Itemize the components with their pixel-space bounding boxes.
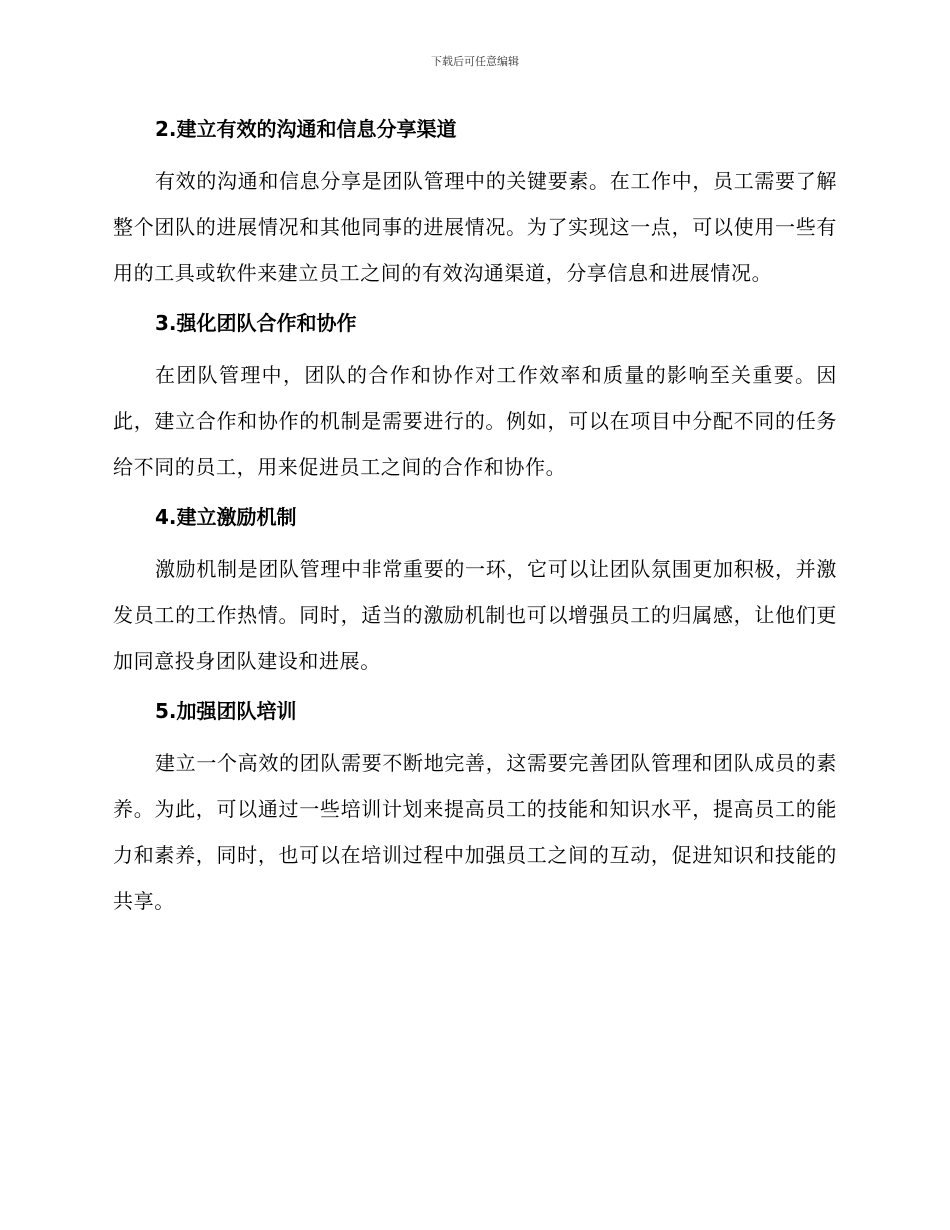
section-heading: 3.强化团队合作和协作 bbox=[155, 311, 357, 335]
section-training bbox=[113, 690, 837, 924]
section-paragraph: 建立一个高效的团队需要不断地完善，这需要完善团队管理和团队成员的素养。为此，可以通过一些培训计划来提高员工的技能和知识水平，提高员工的能力和素养，同时，也可以在培训过程中加强员工之间的互动，促进知识和技能的共享。 bbox=[113, 751, 837, 913]
section-paragraph: 有效的沟通和信息分享是团队管理中的关键要素。在工作中，员工需要了解整个团队的进展情况和其他同事的进展情况。为了实现这一点，可以使用一些有用的工具或软件来建立员工之间的有效沟通渠道，分享信息和进展情况。 bbox=[113, 169, 837, 285]
section-heading: 5.加强团队培训 bbox=[155, 699, 297, 723]
section-heading: 2.建立有效的沟通和信息分享渠道 bbox=[155, 117, 457, 141]
section-heading: 4.建立激励机制 bbox=[155, 505, 297, 529]
section-collaboration bbox=[113, 302, 837, 490]
section-communication bbox=[113, 108, 837, 296]
section-incentives bbox=[113, 496, 837, 684]
section-paragraph: 在团队管理中，团队的合作和协作对工作效率和质量的影响至关重要。因此，建立合作和协作的机制是需要进行的。例如，可以在项目中分配不同的任务给不同的员工，用来促进员工之间的合作和协作。 bbox=[113, 363, 837, 479]
section-paragraph: 激励机制是团队管理中非常重要的一环，它可以让团队氛围更加积极，并激发员工的工作热情。同时，适当的激励机制也可以增强员工的归属感，让他们更加同意投身团队建设和进展。 bbox=[113, 557, 837, 673]
document-body bbox=[113, 108, 837, 930]
page-header: 下载后可任意编辑 bbox=[431, 55, 519, 68]
